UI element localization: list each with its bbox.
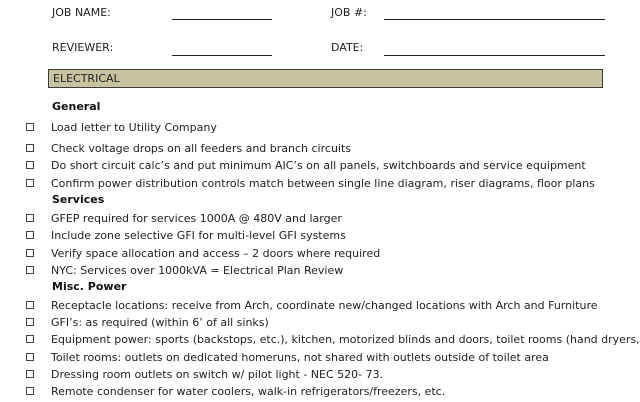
job-number-field[interactable] bbox=[384, 19, 605, 20]
checklist-item[interactable] bbox=[26, 262, 343, 278]
checklist-item-text: Receptacle locations: receive from Arch, coordinate new/changed locations with Arch and Furniture bbox=[51, 298, 598, 312]
group-heading-services: Services bbox=[52, 193, 105, 206]
checkbox[interactable] bbox=[26, 266, 34, 274]
checkbox[interactable] bbox=[26, 179, 34, 187]
checklist-item-text: Dressing room outlets on switch w/ pilot light - NEC 520- 73. bbox=[51, 367, 384, 381]
job-name-label: JOB NAME: bbox=[52, 6, 111, 19]
checklist-item[interactable] bbox=[26, 175, 595, 191]
reviewer-label: REVIEWER: bbox=[52, 41, 114, 54]
group-heading-misc-power: Misc. Power bbox=[52, 280, 127, 293]
checklist-item[interactable] bbox=[26, 366, 383, 382]
checklist-item-text: Include zone selective GFI for multi-level GFI systems bbox=[51, 228, 346, 242]
section-title-electrical: ELECTRICAL bbox=[48, 69, 603, 88]
checklist-item-text: GFEP required for services 1000A @ 480V and larger bbox=[51, 211, 342, 225]
checkbox[interactable] bbox=[26, 301, 34, 309]
date-label: DATE: bbox=[331, 41, 364, 54]
checklist-item-text: NYC: Services over 1000kVA = Electrical Plan Review bbox=[51, 263, 344, 277]
job-number-label: JOB #: bbox=[331, 6, 367, 19]
checklist-item[interactable] bbox=[26, 297, 598, 313]
checkbox[interactable] bbox=[26, 335, 34, 343]
checkbox[interactable] bbox=[26, 353, 34, 361]
group-heading-general: General bbox=[52, 100, 101, 113]
checkbox[interactable] bbox=[26, 249, 34, 257]
checkbox[interactable] bbox=[26, 387, 34, 395]
checklist-item[interactable] bbox=[26, 349, 549, 365]
checklist-item[interactable] bbox=[26, 227, 346, 243]
checklist-item-text: Check voltage drops on all feeders and branch circuits bbox=[51, 141, 352, 155]
checkbox[interactable] bbox=[26, 161, 34, 169]
checklist-item-text: Equipment power: sports (backstops, etc.), kitchen, motorized blinds and doors, toilet rooms (hand dryers, bbox=[51, 332, 640, 346]
checklist-item-text: Toilet rooms: outlets on dedicated homeruns, not shared with outlets outside of toilet area bbox=[51, 350, 549, 364]
checklist-item[interactable] bbox=[26, 331, 640, 347]
checklist-item[interactable] bbox=[26, 157, 586, 173]
checklist-item-text: GFI’s: as required (within 6’ of all sinks) bbox=[51, 315, 269, 329]
date-field[interactable] bbox=[384, 55, 605, 56]
checklist-item-text: Load letter to Utility Company bbox=[51, 120, 217, 134]
checklist-item[interactable] bbox=[26, 210, 342, 226]
checkbox[interactable] bbox=[26, 123, 34, 131]
checklist-item-text: Do short circuit calc’s and put minimum AIC’s on all panels, switchboards and service equipment bbox=[51, 158, 586, 172]
checklist-item[interactable] bbox=[26, 140, 351, 156]
reviewer-field[interactable] bbox=[172, 55, 272, 56]
checklist-item[interactable] bbox=[26, 314, 269, 330]
job-name-field[interactable] bbox=[172, 19, 272, 20]
checkbox[interactable] bbox=[26, 370, 34, 378]
checklist-item-text: Verify space allocation and access – 2 doors where required bbox=[51, 246, 381, 260]
checklist-item-text: Confirm power distribution controls match between single line diagram, riser diagrams, floor plans bbox=[51, 176, 595, 190]
checklist-item-text: Remote condenser for water coolers, walk-in refrigerators/freezers, etc. bbox=[51, 384, 446, 398]
checkbox[interactable] bbox=[26, 318, 34, 326]
checklist-item[interactable] bbox=[26, 245, 380, 261]
checkbox[interactable] bbox=[26, 214, 34, 222]
checkbox[interactable] bbox=[26, 231, 34, 239]
checkbox[interactable] bbox=[26, 144, 34, 152]
checklist-item[interactable] bbox=[26, 119, 217, 135]
checklist-item[interactable] bbox=[26, 383, 445, 399]
